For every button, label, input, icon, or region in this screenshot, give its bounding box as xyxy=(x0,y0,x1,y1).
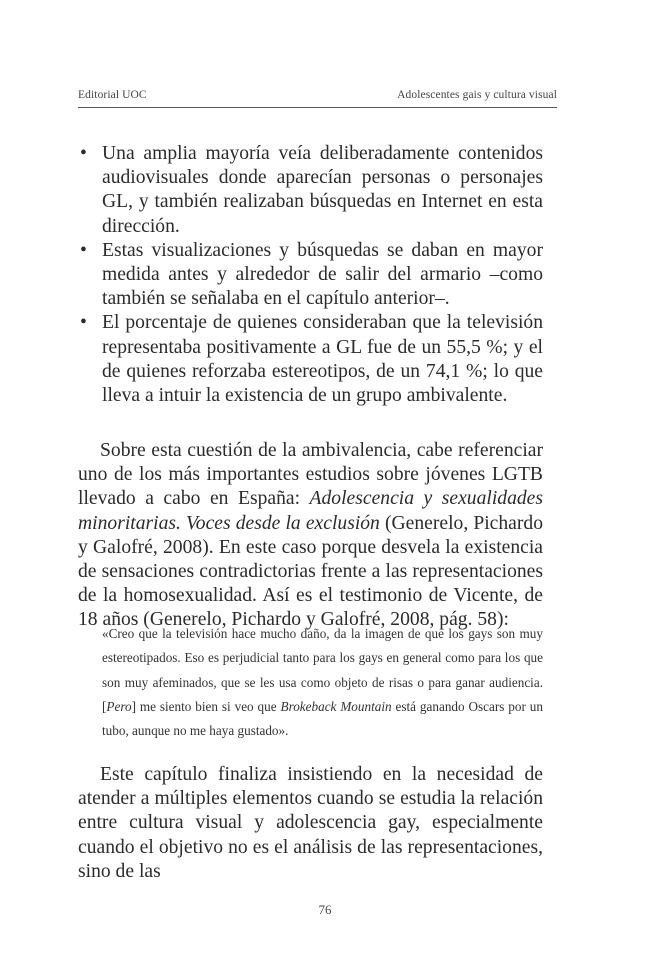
paragraph-text: Este capítulo finaliza insistiendo en la necesidad de atender a múltiples elementos cuando se estudia la relación entre cultura visual y adolescencia gay, especialmente cuando el objetivo no es el análisis de las representaciones, sino de las xyxy=(78,764,543,882)
testimony-quote xyxy=(102,622,543,743)
quote-text: «Creo que la televisión hace mucho daño, da la imagen de que los gays son muy estereotipados. Eso es perjudicial tanto para los gays en general como para los que son muy afeminados, que se les usa como objeto de risas o para ganar audiencia. [ xyxy=(102,626,543,714)
header-publisher: Editorial UOC xyxy=(78,89,147,101)
quote-film-title: Brokeback Mountain xyxy=(280,698,392,714)
bullet-item xyxy=(78,311,543,408)
cited-study-title: Adolescencia y sexualidades minoritarias. Voces desde la exclusión xyxy=(78,488,543,534)
paragraph-conclusion xyxy=(78,763,543,884)
quote-text: ] me siento bien si veo que xyxy=(131,698,281,714)
bullet-text: El porcentaje de quienes consideraban que la televisión representaba positivamente a GL fue de un 55,5 %; y el de quienes reforzaba estereotipos, de un 74,1 %; lo que lleva a intuir la existencia de un grupo ambivalente. xyxy=(102,312,543,407)
bullet-item xyxy=(78,142,543,239)
paragraph-ambivalence xyxy=(78,439,543,633)
running-header xyxy=(78,89,557,103)
page-number: 76 xyxy=(318,902,332,917)
bullet-marker: • xyxy=(80,239,87,261)
paragraph-text: (Generelo, Pichardo y Galofré, 2008). En este caso porque desvela la existencia de sensaciones contradictorias frente a las representaciones de la homosexualidad. Así es el testimonio de Vicente, de 18 años (Generelo, Pichardo y Galofré, 2008, pág. 58): xyxy=(78,512,543,631)
bullet-marker: • xyxy=(80,143,87,164)
paragraph-text: Sobre esta cuestión de la ambivalencia, cabe referenciar uno de los más importantes estudios sobre jóvenes LGTB llevado a cabo en España: xyxy=(78,440,543,510)
bullet-item xyxy=(78,239,543,312)
bullet-text: Una amplia mayoría veía deliberadamente contenidos audiovisuales donde aparecían personas o personajes GL, y también realizaban búsquedas en Internet en esta dirección. xyxy=(102,143,543,237)
header-rule xyxy=(78,107,557,108)
quote-text: está ganando Oscars por un tubo, aunque no me haya gustado». xyxy=(102,698,543,739)
bullet-text: Estas visualizaciones y búsquedas se daban en mayor medida antes y alrededor de salir del armario –como también se señalaba en el capítulo anterior–. xyxy=(102,239,543,310)
bullet-marker: • xyxy=(80,312,87,334)
quote-italic-word: Pero xyxy=(106,698,132,714)
bullet-list xyxy=(78,142,543,408)
header-book-title: Adolescentes gais y cultura visual xyxy=(397,89,557,101)
